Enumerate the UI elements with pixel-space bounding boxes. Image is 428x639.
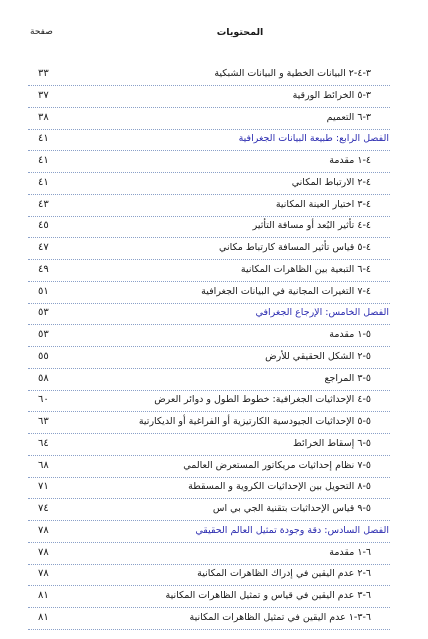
toc-page-number: ٤٣ [38, 198, 49, 210]
toc-page-number: ٥٨ [38, 372, 49, 384]
toc-entry-row [0, 392, 428, 414]
toc-entry-label: ٦-٣ عدم اليقين في قياس و تمثيل الظاهرات المكانية [165, 590, 371, 601]
toc-entry-row [0, 414, 428, 436]
toc-entry-row [0, 240, 428, 262]
toc-page-number: ٥٣ [38, 307, 49, 319]
toc-entry-row [0, 327, 428, 349]
toc-page-number: ٧٤ [38, 503, 49, 514]
toc-entry-row [0, 371, 428, 393]
dotted-separator [28, 629, 390, 630]
toc-page-number: ٧٨ [38, 524, 49, 536]
toc-entry-label: ٤-٣ اختيار العينة المكانية [275, 198, 371, 210]
chapter-heading-row [0, 523, 428, 545]
dotted-separator [28, 216, 390, 217]
toc-entry-label: ٤-٥ قياس تأثير المسافة كارتباط مكاني [219, 242, 371, 253]
dotted-separator [28, 564, 390, 565]
toc-page-number: ٤١ [38, 176, 49, 188]
toc-entry-label: ٣-٥ الخرائط الورقية [292, 89, 371, 101]
toc-entry-label: ٤-٤ تأثير البُعد أو مسافة التأثير [252, 220, 371, 232]
toc-page-number: ٧٨ [38, 568, 49, 580]
toc-page-number: ٣٨ [38, 111, 49, 123]
toc-list [0, 66, 428, 632]
dotted-separator [28, 281, 390, 282]
dotted-separator [28, 237, 390, 238]
dotted-separator [28, 477, 390, 478]
toc-entry-label: ٥-٨ التحويل بين الإحداثيات الكروية و المسقطة [188, 481, 371, 493]
toc-entry-row [0, 66, 428, 88]
dotted-separator [28, 542, 390, 543]
toc-entry-row [0, 545, 428, 567]
toc-entry-row [0, 349, 428, 371]
toc-title: المحتويات [216, 27, 264, 38]
toc-entry-row [0, 566, 428, 588]
toc-page-number: ٧١ [38, 481, 49, 493]
toc-entry-row [0, 479, 428, 501]
toc-entry-row [0, 610, 428, 632]
toc-page-number: ٣٣ [38, 68, 49, 79]
dotted-separator [28, 498, 390, 499]
toc-entry-label: ٤-٦ التبعية بين الظاهرات المكانية [240, 263, 371, 275]
toc-entry-row [0, 588, 428, 610]
toc-entry-label: ٤-٢ الارتباط المكاني [291, 176, 371, 188]
toc-entry-label: ٤-١ مقدمة [329, 155, 371, 166]
toc-page-number: ٣٧ [38, 89, 49, 101]
toc-header [0, 27, 428, 43]
toc-entry-row [0, 501, 428, 523]
toc-entry-label: ٥-١ مقدمة [329, 329, 371, 340]
toc-entry-row [0, 110, 428, 132]
toc-entry-row [0, 284, 428, 306]
toc-page-number: ٥١ [38, 285, 49, 297]
toc-entry-label: ٥-٢ الشكل الحقيقي للأرض [265, 350, 371, 362]
toc-entry-label: ٥-٥ الإحداثيات الجيودسية الكارتيزية أو الفراغية أو الديكارتية [138, 416, 371, 427]
toc-entry-row [0, 88, 428, 110]
chapter-title: الفصل السادس: دقة وجودة تمثيل العالم الحقيقي [195, 524, 389, 536]
toc-entry-row [0, 218, 428, 240]
toc-entry-row [0, 436, 428, 458]
toc-entry-label: ٣-٤-٢ البيانات الخطية و البيانات الشبكية [214, 68, 371, 79]
dotted-separator [28, 303, 390, 304]
toc-page-number: ٦٨ [38, 459, 49, 471]
toc-entry-row [0, 197, 428, 219]
toc-page-number: ٤٩ [38, 263, 49, 275]
chapter-title: الفصل الخامس: الإرجاع الجغرافي [255, 307, 389, 319]
toc-entry-label: ٥-٤ الإحداثيات الجغرافية: خطوط الطول و دوائر العرض [154, 394, 371, 406]
toc-entry-label: ٦-١ مقدمة [329, 546, 371, 558]
toc-entry-label: ٥-٣ المراجع [324, 372, 371, 384]
toc-entry-row [0, 153, 428, 175]
page-column-label: صفحة [30, 27, 53, 37]
dotted-separator [28, 172, 390, 173]
toc-entry-label: ٦-٢ عدم اليقين في إدراك الظاهرات المكانية [197, 568, 371, 580]
toc-entry-label: ٥-٩ قياس الإحداثيات بتقنية الجي بي اس [212, 503, 371, 514]
dotted-separator [28, 346, 390, 347]
toc-entry-row [0, 175, 428, 197]
dotted-separator [28, 150, 390, 151]
dotted-separator [28, 85, 390, 86]
toc-page-number: ٨١ [38, 611, 49, 623]
dotted-separator [28, 324, 390, 325]
toc-page-number: ٤١ [38, 133, 49, 145]
toc-page-number: ٤٥ [38, 220, 49, 232]
dotted-separator [28, 411, 390, 412]
toc-entry-label: ٣-٦ التعميم [326, 111, 371, 123]
dotted-separator [28, 455, 390, 456]
dotted-separator [28, 390, 390, 391]
toc-page-number: ٥٣ [38, 329, 49, 340]
toc-page-number: ٨١ [38, 590, 49, 601]
toc-page-number: ٦٣ [38, 416, 49, 427]
dotted-separator [28, 585, 390, 586]
toc-entry-label: ٤-٧ التغيرات المجانية في البيانات الجغرافية [201, 285, 371, 297]
dotted-separator [28, 259, 390, 260]
chapter-title: الفصل الرابع: طبيعة البيانات الجغرافية [238, 133, 389, 145]
toc-entry-row [0, 458, 428, 480]
dotted-separator [28, 520, 390, 521]
toc-page-number: ٧٨ [38, 546, 49, 558]
dotted-separator [28, 433, 390, 434]
dotted-separator [28, 194, 390, 195]
toc-entry-row [0, 262, 428, 284]
dotted-separator [28, 107, 390, 108]
toc-page-number: ٤٧ [38, 242, 49, 253]
toc-entry-label: ٥-٧ نظام إحداثيات مريكاتور المستعرض العالمي [183, 459, 371, 471]
dotted-separator [28, 368, 390, 369]
toc-entry-label: ٦-٣-١ عدم اليقين في تمثيل الظاهرات المكانية [189, 611, 371, 623]
dotted-separator [28, 607, 390, 608]
chapter-heading-row [0, 131, 428, 153]
toc-entry-label: ٥-٦ إسقاط الخرائط [293, 437, 371, 449]
toc-page-number: ٤١ [38, 155, 49, 166]
toc-page-number: ٦٤ [38, 437, 49, 449]
toc-page-number: ٦٠ [38, 394, 49, 406]
chapter-heading-row [0, 305, 428, 327]
dotted-separator [28, 129, 390, 130]
toc-page-number: ٥٥ [38, 350, 49, 362]
